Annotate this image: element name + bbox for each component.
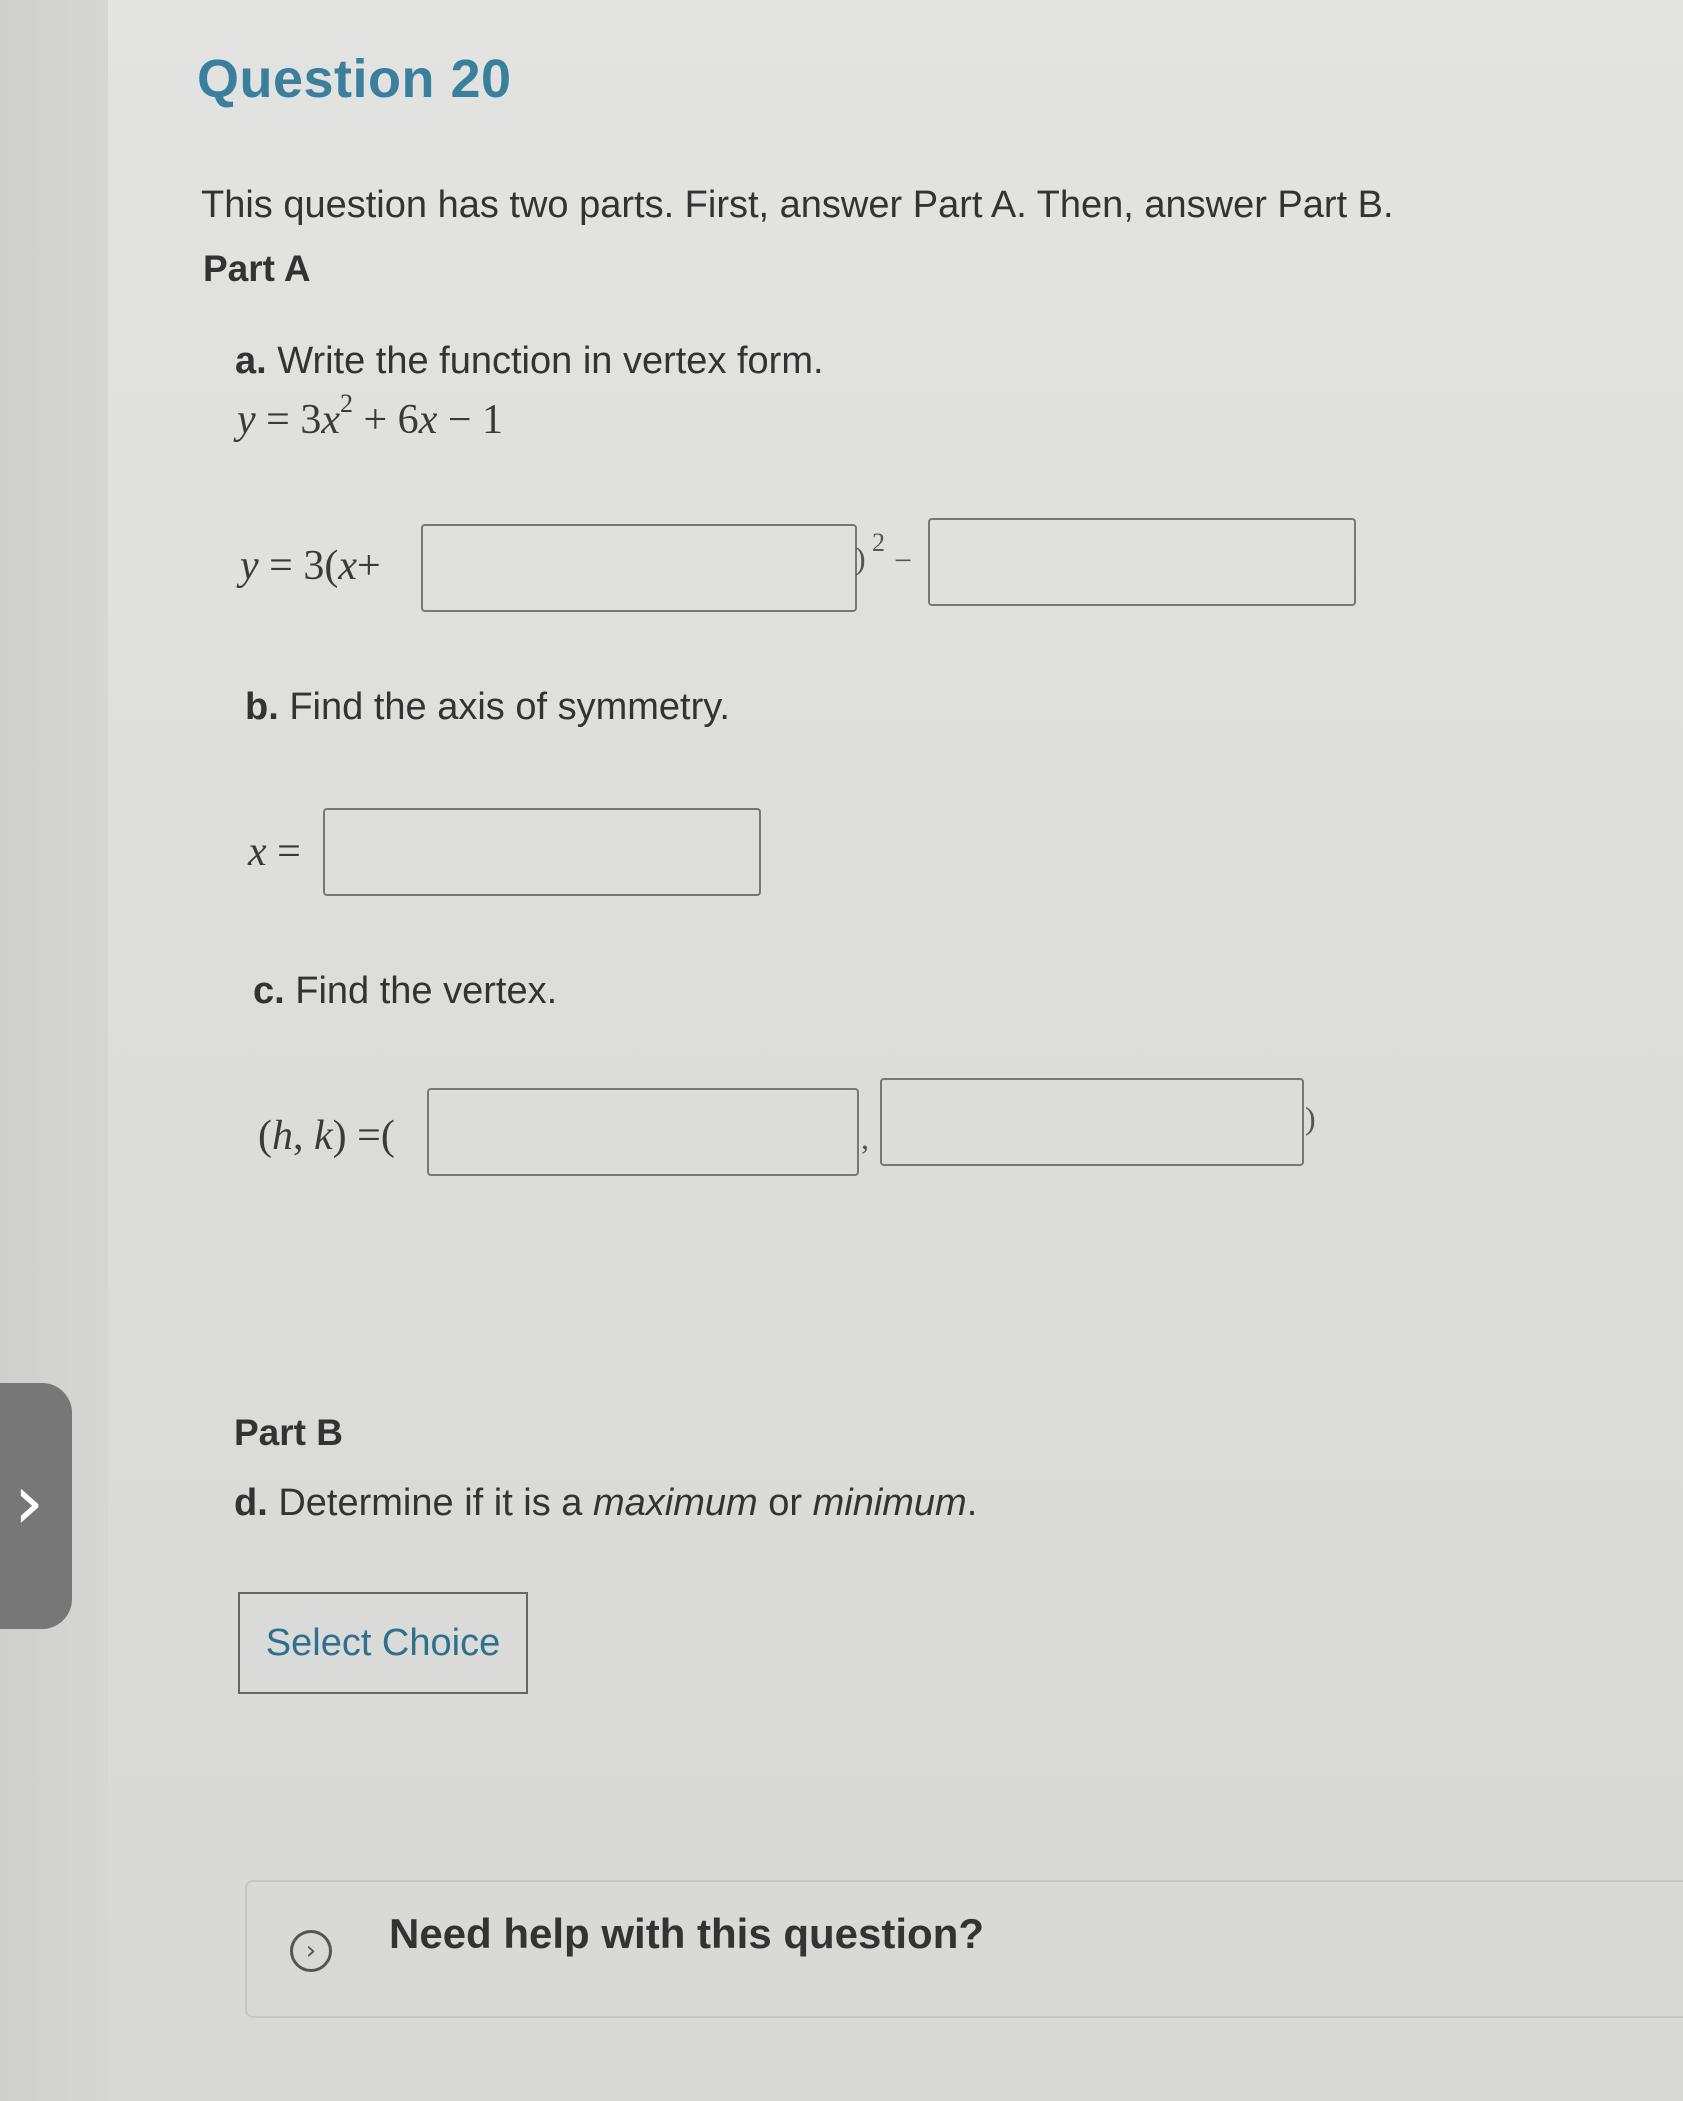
part-b-label: Part B <box>234 1412 343 1453</box>
given-function-exp: 2 <box>340 389 353 418</box>
given-function <box>237 389 504 444</box>
given-function-term2: + 6 <box>353 397 419 443</box>
sidebar-toggle-button[interactable] <box>0 1383 72 1629</box>
vertex-form-close-paren: ) <box>855 540 866 576</box>
help-text[interactable]: Need help with this question? <box>389 1910 985 1957</box>
question-b-text: Find the axis of symmetry. <box>289 686 730 728</box>
vertex-form-plus: + <box>357 543 381 589</box>
question-title: Question 20 <box>197 49 512 109</box>
question-a-letter: a. <box>235 340 267 382</box>
chevron-right-icon[interactable]: › <box>290 1930 332 1972</box>
vertex-lhs-open: ( <box>258 1113 272 1159</box>
axis-lhs-x: x <box>248 829 267 875</box>
vertex-form-coef: = 3( <box>258 543 339 589</box>
chevron-right-icon: › <box>13 1457 45 1546</box>
question-b-letter: b. <box>245 686 279 728</box>
given-function-lhs: y <box>237 397 256 443</box>
vertex-k-input[interactable] <box>880 1078 1304 1166</box>
question-d-text-post: . <box>966 1482 978 1524</box>
axis-lhs <box>248 828 301 876</box>
given-function-term3: − 1 <box>437 397 504 443</box>
question-c-text: Find the vertex. <box>295 970 558 1012</box>
vertex-form-x: x <box>338 543 357 589</box>
question-d-minimum: minimum <box>812 1482 967 1524</box>
question-c-prompt <box>253 970 557 1013</box>
question-c-letter: c. <box>253 970 285 1012</box>
vertex-form-lhs <box>240 542 381 590</box>
axis-of-symmetry-input[interactable] <box>323 808 761 896</box>
vertex-lhs-k: k <box>314 1113 333 1159</box>
question-a-text: Write the function in vertex form. <box>277 340 824 382</box>
question-a-prompt <box>235 340 824 383</box>
vertex-separator: , <box>861 1120 869 1156</box>
vertex-lhs-h: h <box>272 1113 293 1159</box>
question-intro: This question has two parts. First, answer Part A. Then, answer Part B. <box>201 184 1394 226</box>
question-d-letter: d. <box>234 1482 268 1524</box>
vertex-form-k-input[interactable] <box>928 518 1356 606</box>
part-a-label: Part A <box>203 248 311 289</box>
vertex-lhs-comma: , <box>293 1113 314 1159</box>
question-d-maximum: maximum <box>593 1482 758 1524</box>
vertex-h-input[interactable] <box>427 1088 859 1176</box>
question-d-prompt <box>234 1482 977 1525</box>
vertex-close-paren: ) <box>1305 1100 1316 1136</box>
given-function-x: x <box>321 397 340 443</box>
question-b-prompt <box>245 686 730 729</box>
vertex-lhs-close: ) =( <box>332 1113 395 1159</box>
axis-lhs-eq: = <box>266 829 301 875</box>
vertex-form-h-input[interactable] <box>421 524 857 612</box>
vertex-form-minus: − <box>894 542 913 578</box>
question-d-text-pre: Determine if it is a <box>278 1482 593 1524</box>
left-gutter <box>0 0 108 2101</box>
select-choice-dropdown[interactable]: Select Choice <box>238 1592 528 1694</box>
question-d-text-mid: or <box>757 1482 813 1524</box>
vertex-lhs <box>258 1112 395 1160</box>
vertex-form-y: y <box>240 543 259 589</box>
given-function-coef: = 3 <box>255 397 322 443</box>
given-function-x2: x <box>418 397 438 443</box>
vertex-form-exponent: 2 <box>872 528 885 557</box>
